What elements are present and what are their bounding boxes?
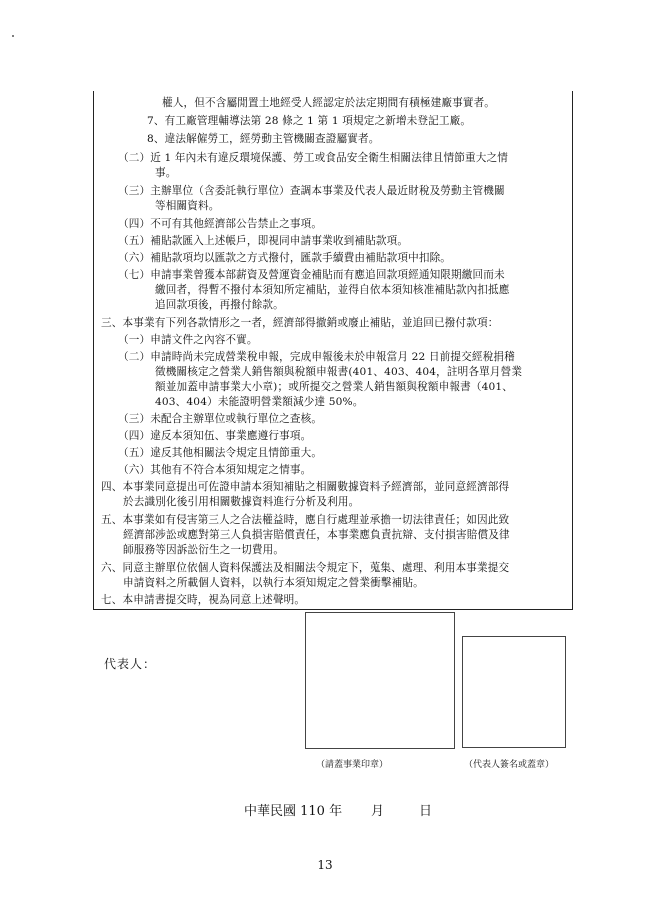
text-line: 七、本申請書提交時，視為同意上述聲明。 — [101, 594, 306, 606]
text-line: （五）補貼款匯入上述帳戶，即視同申請事業收到補貼款項。 — [118, 235, 409, 247]
text-line: 7、有工廠管理輔導法第 28 條之 1 第 1 項規定之新增未登記工廠。 — [147, 115, 472, 127]
text-line: （三）主辦單位（含委託執行單位）查調本事業及代表人最近財稅及勞動主管機關 — [118, 185, 505, 197]
page-number: 13 — [317, 858, 333, 872]
date-day: 日 — [419, 804, 433, 819]
text-line: （二）申請時尚未完成營業稅申報，完成申報後未於申報當月 22 日前提交經稅捐稽 — [118, 351, 515, 363]
text-line: 申請資料之所載個人資料，以執行本須知規定之營業衝擊補貼。 — [123, 577, 424, 589]
text-line: 403、404）未能證明營業額減少達 50%。 — [155, 396, 364, 408]
representative-label: 代表人： — [104, 657, 157, 671]
text-line: （七）申請事業曾獲本部薪資及營運資金補貼而有應追回款項經通知限期繳回而未 — [118, 269, 505, 281]
company-seal-box[interactable] — [305, 612, 455, 749]
text-line: 六、同意主辦單位依個人資料保護法及相關法令規定下，蒐集、處理、利用本事業提交 — [101, 562, 510, 574]
text-line: 事。 — [155, 167, 177, 179]
representative-seal-box[interactable] — [462, 636, 566, 748]
text-line: 額並加蓋申請事業大小章)；或所提交之營業人銷售額與稅額申報書（401、 — [155, 381, 514, 393]
text-line: （六）補貼款項均以匯款之方式撥付，匯款手續費由補貼款項中扣除。 — [118, 252, 452, 264]
representative-seal-caption: （代表人簽名或蓋章） — [464, 760, 555, 770]
text-line: 8、違法解僱勞工，經勞動主管機關查證屬實者。 — [147, 133, 380, 145]
text-line: 師服務等因訴訟衍生之一切費用。 — [123, 544, 285, 556]
text-line: （四）違反本須知伍、事業應遵行事項。 — [118, 430, 312, 442]
text-line: 權人，但不含屬閒置土地經受人經認定於法定期間有積極建廠事實者。 — [162, 97, 496, 109]
text-line: （五）違反其他相關法令規定且情節重大。 — [118, 447, 323, 459]
date-month: 月 — [371, 804, 385, 819]
text-line: （三）未配合主辦單位或執行單位之查核。 — [118, 413, 323, 425]
text-line: 五、本事業如有侵害第三人之合法權益時，應自行處理並承擔一切法律責任；如因此致 — [101, 514, 510, 526]
text-line: （六）其他有不符合本須知規定之情事。 — [118, 464, 312, 476]
text-line: （一）申請文件之內容不實。 — [118, 334, 258, 346]
text-line: 繳回者，得暫不撥付本須知所定補貼，並得自依本須知核准補貼款內扣抵應 — [155, 284, 510, 296]
scan-speck — [12, 35, 14, 37]
date-year: 中華民國 110 年 — [244, 804, 343, 819]
text-line: 三、本事業有下列各款情形之一者，經濟部得撤銷或廢止補貼，並追回已撥付款項： — [101, 317, 499, 329]
text-line: （二）近 1 年內未有違反環境保護、勞工或食品安全衛生相關法律且情節重大之情 — [118, 152, 508, 164]
text-line: 等相關資料。 — [155, 200, 220, 212]
company-seal-caption: （請蓋事業印章） — [316, 760, 389, 770]
text-line: 於去識別化後引用相關數據資料進行分析及利用。 — [123, 496, 360, 508]
text-line: 四、本事業同意提出可佐證申請本須知補貼之相關數據資料予經濟部，並同意經濟部得 — [101, 481, 510, 493]
text-line: （四）不可有其他經濟部公告禁止之事項。 — [118, 218, 323, 230]
text-line: 經濟部涉訟或應對第三人負損害賠償責任，本事業應負責抗辯、支付損害賠償及律 — [123, 529, 510, 541]
text-line: 追回款項後，再撥付餘款。 — [155, 299, 284, 311]
text-line: 徵機關核定之營業人銷售額與稅額申報書(401、403、404，註明各單月營業 — [155, 366, 523, 378]
